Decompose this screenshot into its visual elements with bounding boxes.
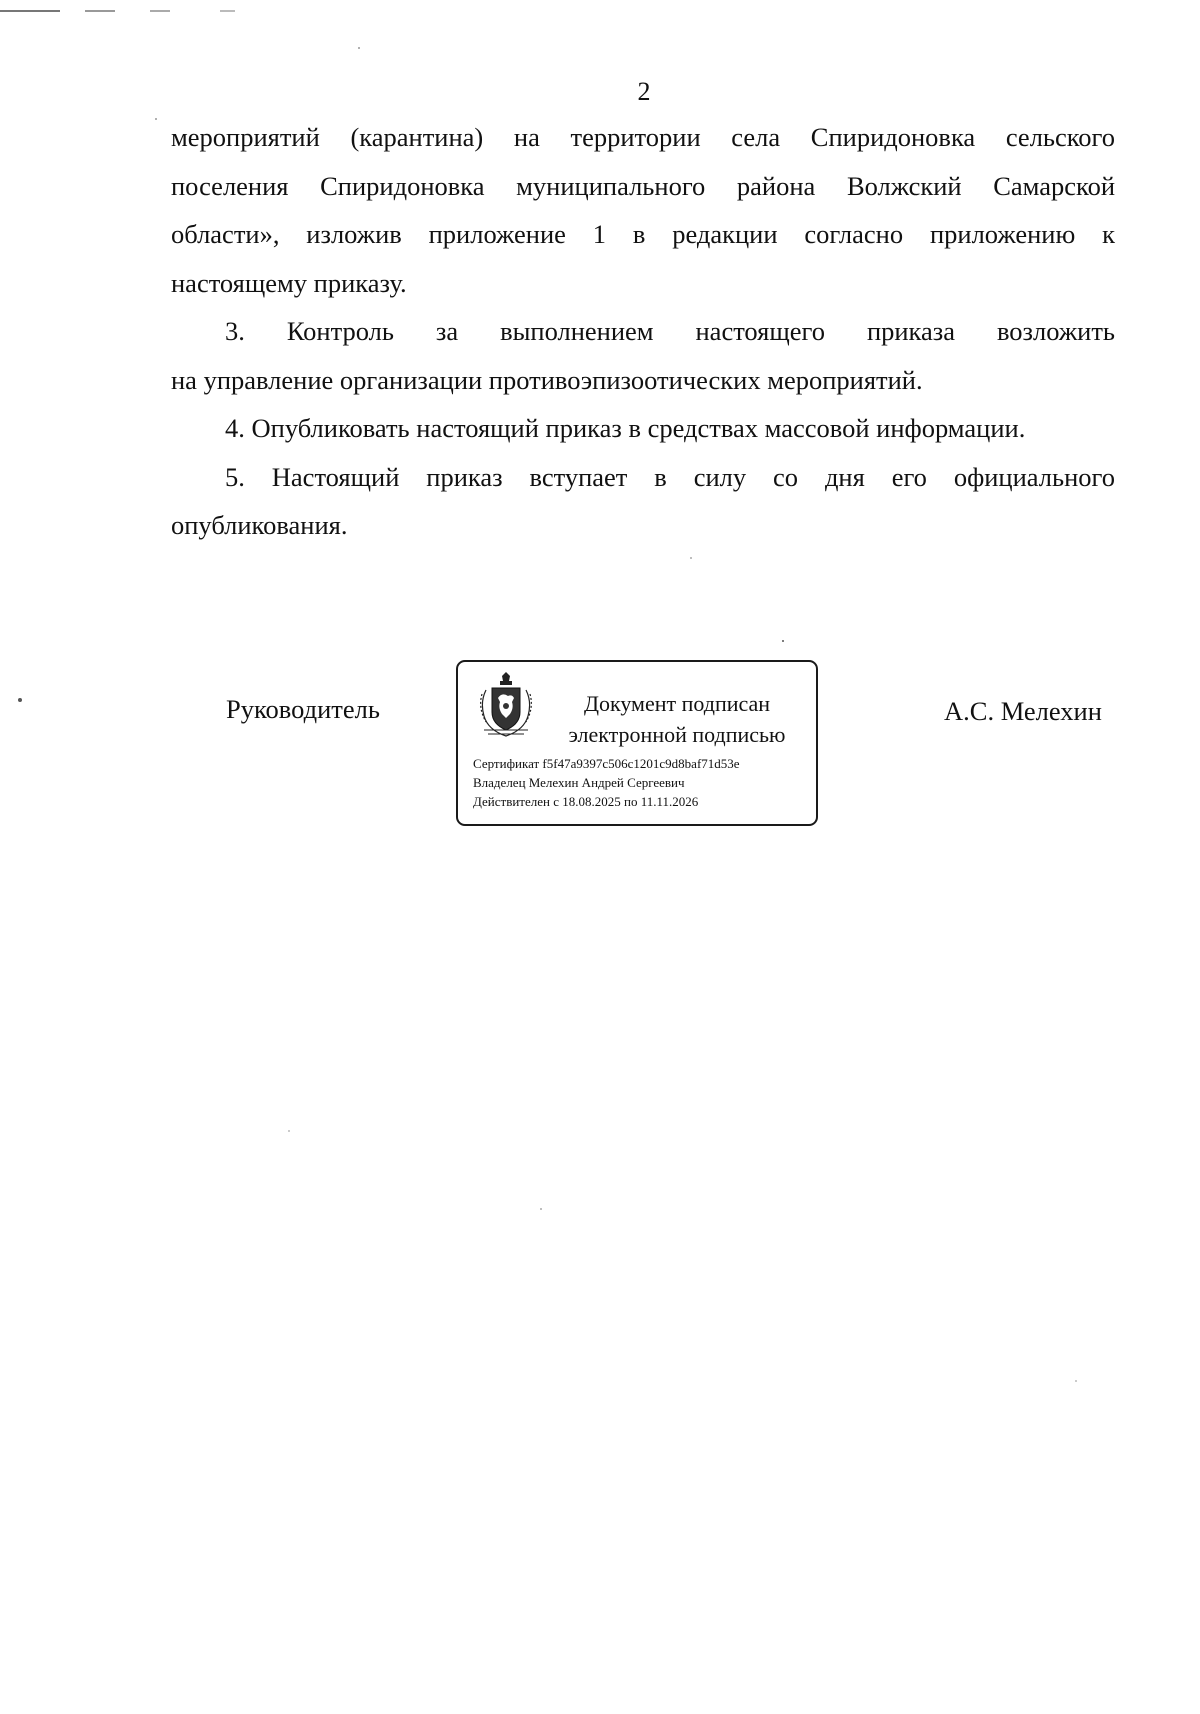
stamp-validity: Действителен с 18.08.2025 по 11.11.2026 bbox=[473, 794, 699, 809]
paragraph-continuation-line-1: мероприятий (карантина) на территории села Спиридоновка сельского bbox=[171, 122, 1115, 152]
paragraph-item-3-line-1: 3. Контроль за выполнением настоящего приказа возложить bbox=[225, 316, 1115, 346]
stamp-title-line-1: Документ подписан bbox=[583, 691, 771, 716]
paragraph-continuation-line-2: поселения Спиридоновка муниципального района Волжский Самарской bbox=[171, 170, 1115, 201]
page-number: 2 bbox=[637, 77, 651, 106]
scan-speck bbox=[155, 118, 157, 120]
paragraph-item-4: 4. Опубликовать настоящий приказ в средствах массовой информации. bbox=[225, 413, 1026, 443]
paragraph-item-5-line-2: опубликования. bbox=[171, 510, 348, 540]
stamp-certificate: Сертификат f5f47a9397c506c1201c9d8baf71d53e bbox=[473, 756, 740, 771]
scan-speck bbox=[782, 640, 784, 642]
scan-speck bbox=[690, 557, 692, 559]
scan-speck bbox=[1075, 1380, 1077, 1382]
paragraph-continuation-line-4: настоящему приказу. bbox=[171, 267, 407, 298]
paragraph-item-3-line-2: на управление организации противоэпизоотических мероприятий. bbox=[171, 364, 923, 395]
stamp-owner: Владелец Мелехин Андрей Сергеевич bbox=[473, 775, 685, 790]
signature-block bbox=[0, 660, 1200, 830]
document-body bbox=[171, 113, 1115, 550]
scan-speck bbox=[358, 47, 360, 49]
scan-speck bbox=[288, 1130, 290, 1132]
scan-speck bbox=[540, 1208, 542, 1210]
coat-of-arms-icon bbox=[476, 672, 536, 742]
paragraph-continuation-line-3: области», изложив приложение 1 в редакции согласно приложению к bbox=[171, 219, 1115, 249]
paragraph-item-5-line-1: 5. Настоящий приказ вступает в силу со дня его официального bbox=[225, 461, 1115, 492]
electronic-signature-stamp bbox=[456, 660, 818, 826]
stamp-details bbox=[473, 754, 813, 811]
signer-name: А.С. Мелехин bbox=[944, 696, 1102, 726]
signer-role: Руководитель bbox=[226, 694, 380, 724]
scan-edge-marks bbox=[0, 0, 300, 2]
stamp-title-line-2: электронной подписью bbox=[568, 722, 786, 747]
scan-speck bbox=[18, 698, 22, 702]
stamp-title bbox=[546, 688, 808, 750]
